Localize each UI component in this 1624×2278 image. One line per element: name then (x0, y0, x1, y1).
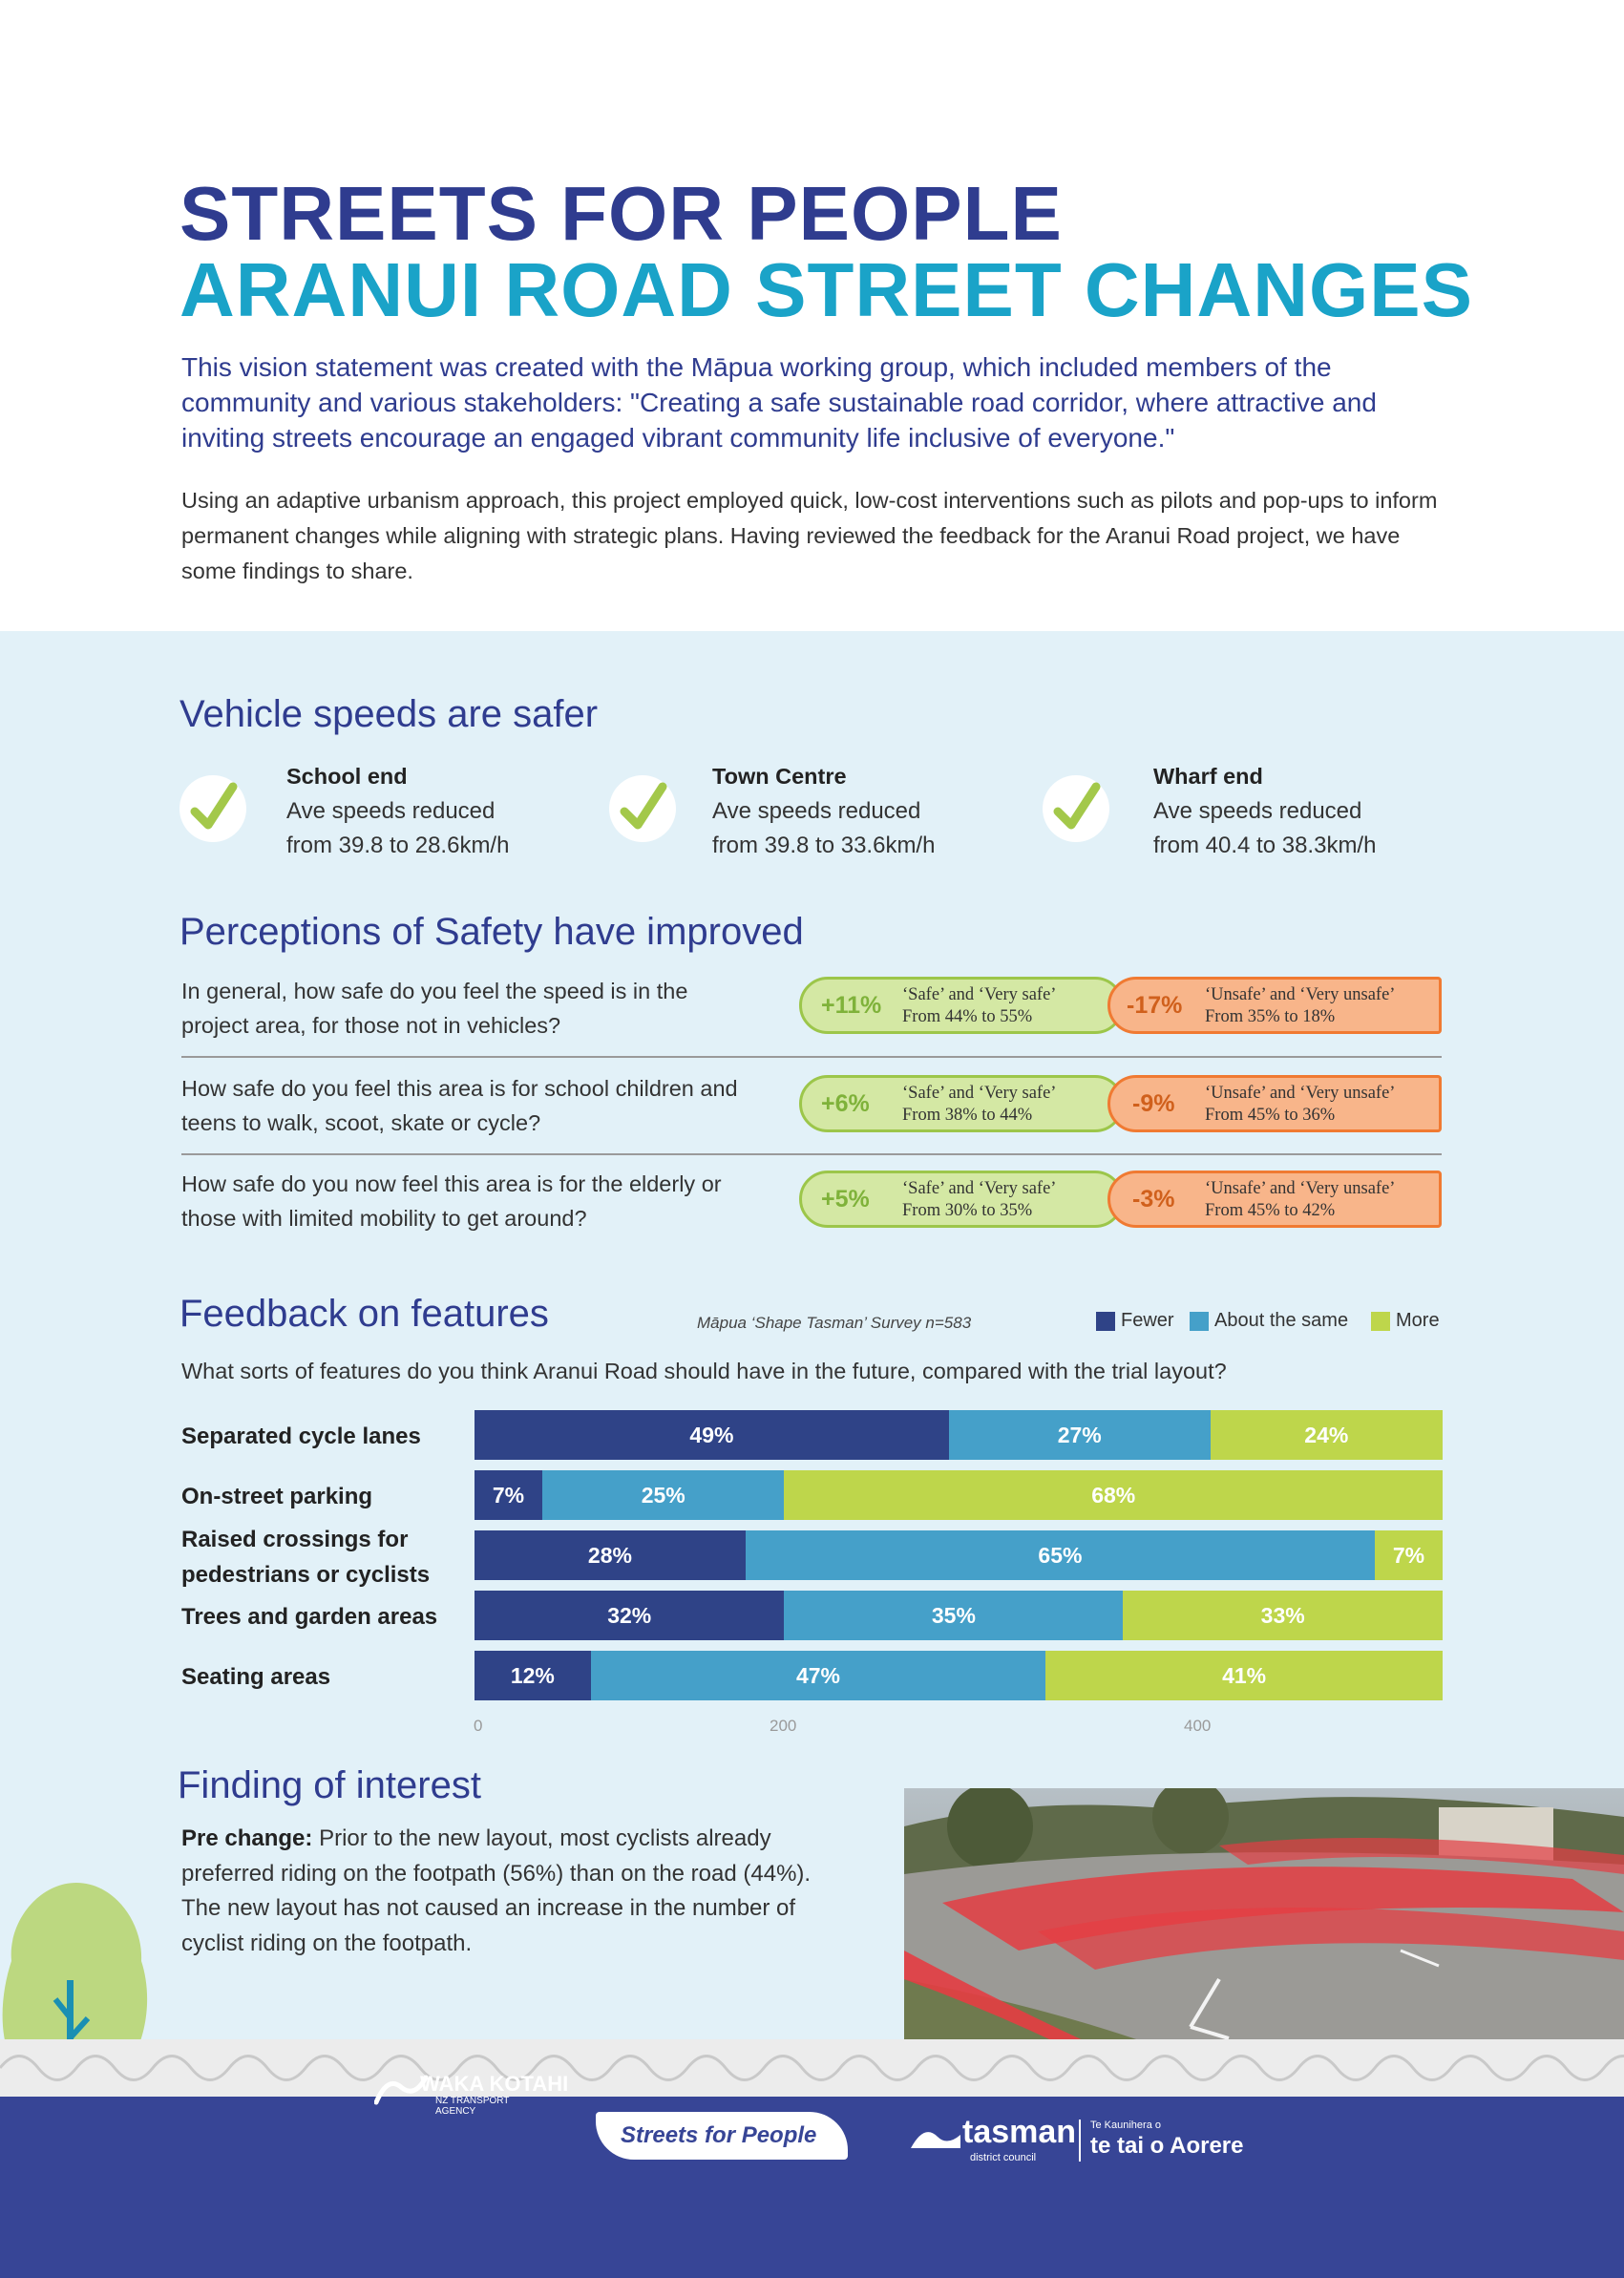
legend-swatch-more (1371, 1312, 1390, 1331)
bar-row (475, 1410, 1443, 1460)
bar-row (475, 1470, 1443, 1520)
speed-title: Wharf end (1153, 764, 1263, 789)
waka-kotahi-sub: AGENCY (435, 2106, 476, 2117)
heatmap-photo (904, 1788, 1624, 2071)
speed-line: from 40.4 to 38.3km/h (1153, 833, 1377, 858)
bar-value-label: 25% (641, 1483, 685, 1508)
x-tick-label: 400 (1184, 1717, 1212, 1735)
bar-category-label: Separated cycle lanes (181, 1424, 421, 1449)
unsafe-change-pct: -3% (1132, 1186, 1175, 1213)
perception-question: In general, how safe do you feel the speed is in the project area, for those not in vehicles? (181, 979, 688, 1038)
bar-value-label: 49% (689, 1423, 734, 1447)
bar-category-label: On-street parking (181, 1484, 373, 1509)
bar-row (475, 1591, 1443, 1640)
bar-row (475, 1530, 1443, 1580)
legend-label: More (1396, 1310, 1440, 1331)
legend-label: Fewer (1121, 1310, 1174, 1331)
bar-value-label: 27% (1057, 1423, 1102, 1447)
safe-label: ‘Safe’ and ‘Very safe’ (902, 1179, 1057, 1198)
perception-question: How safe do you now feel this area is for the elderly or those with limited mobility to get around? (181, 1171, 722, 1231)
vision-statement: This vision statement was created with the Māpua working group, which included members of the community and various stakeholders: "Creating a safe sustainable road corridor, where attractive and inviting streets encourage an engaged vibrant community life inclusive of everyone." (181, 352, 1377, 453)
bar-value-label: 7% (1392, 1543, 1425, 1568)
tasman-logo (909, 2112, 1253, 2169)
safe-change: From 30% to 35% (902, 1201, 1033, 1220)
streets-for-people-text: Streets for People (621, 2122, 817, 2148)
speeds-heading: Vehicle speeds are safer (179, 693, 599, 735)
perceptions-heading: Perceptions of Safety have improved (179, 911, 804, 953)
speed-line: Ave speeds reduced (1153, 798, 1362, 824)
checkmark-icon (609, 775, 676, 842)
features-question: What sorts of features do you think Aranui Road should have in the future, compared with the trial layout? (181, 1359, 1227, 1383)
unsafe-change-pct: -17% (1127, 992, 1183, 1019)
streets-for-people-logo (596, 2112, 848, 2160)
bar-value-label: 28% (587, 1543, 632, 1568)
tasman-te-reo-sub: Te Kaunihera o (1090, 2120, 1161, 2131)
x-tick-label: 0 (474, 1717, 483, 1735)
safe-label: ‘Safe’ and ‘Very safe’ (902, 1084, 1057, 1103)
speed-line: Ave speeds reduced (286, 798, 496, 824)
speed-line: from 39.8 to 33.6km/h (712, 833, 936, 858)
bar-category-label: Seating areas (181, 1664, 331, 1690)
divider (181, 1153, 1442, 1155)
waka-kotahi-logo (374, 2070, 575, 2127)
bar-value-label: 68% (1091, 1483, 1136, 1508)
safe-change-pct: +5% (821, 1186, 870, 1213)
divider (181, 1056, 1442, 1058)
speed-title: School end (286, 764, 408, 789)
bar-row (475, 1651, 1443, 1700)
legend-swatch-fewer (1096, 1312, 1115, 1331)
survey-note: Māpua ‘Shape Tasman’ Survey n=583 (697, 1314, 972, 1332)
bar-value-label: 41% (1222, 1663, 1267, 1688)
bar-value-label: 12% (510, 1663, 555, 1688)
finding-heading: Finding of interest (178, 1764, 481, 1806)
unsafe-change-pct: -9% (1132, 1090, 1175, 1117)
safe-change: From 38% to 44% (902, 1106, 1033, 1125)
unsafe-change: From 35% to 18% (1205, 1007, 1336, 1026)
waka-kotahi-text: WAKA KOTAHI (420, 2072, 569, 2096)
speed-title: Town Centre (712, 764, 847, 789)
finding-text (181, 1822, 812, 1961)
finding-body: Prior to the new layout, most cyclists already preferred riding on the footpath (56%) than on the road (44%). The new layout has not caused an increase in the number of cyclist riding on the footpath. (181, 1825, 812, 1956)
tasman-sub: district council (970, 2152, 1037, 2163)
tasman-text: tasman (962, 2114, 1077, 2150)
safe-change: From 44% to 55% (902, 1007, 1033, 1026)
legend-swatch-same (1190, 1312, 1209, 1331)
logo-divider (1079, 2120, 1081, 2162)
bar-value-label: 65% (1038, 1543, 1083, 1568)
bar-value-label: 7% (492, 1483, 525, 1508)
bar-value-label: 24% (1304, 1423, 1349, 1447)
bar-category-label: Trees and garden areas (181, 1604, 438, 1630)
safe-change-pct: +11% (821, 992, 882, 1019)
x-tick-label: 200 (770, 1717, 797, 1735)
speed-line: Ave speeds reduced (712, 798, 921, 824)
features-heading: Feedback on features (179, 1293, 549, 1335)
page-title-line-1: STREETS FOR PEOPLE (179, 171, 1063, 256)
tasman-icon (909, 2123, 962, 2152)
bar-value-label: 35% (931, 1603, 976, 1628)
legend-label: About the same (1214, 1310, 1349, 1331)
bar-category-label: Raised crossings for pedestrians or cyclists (181, 1527, 431, 1588)
intro-paragraph: Using an adaptive urbanism approach, this project employed quick, low-cost interventions such as pilots and pop-ups to inform permanent changes while aligning with strategic plans. Having reviewed the feedback for the Aranui Road project, we have some findings to share. (181, 488, 1438, 583)
speed-line: from 39.8 to 28.6km/h (286, 833, 510, 858)
unsafe-label: ‘Unsafe’ and ‘Very unsafe’ (1205, 1084, 1396, 1103)
page-title-line-2: ARANUI ROAD STREET CHANGES (179, 247, 1473, 332)
unsafe-change: From 45% to 42% (1205, 1201, 1336, 1220)
bar-value-label: 47% (795, 1663, 840, 1688)
stacked-bar-chart (475, 1410, 1443, 1697)
kowhaiwhai-pattern (0, 2039, 1624, 2097)
waka-kotahi-sub: NZ TRANSPORT (435, 2096, 510, 2106)
bar-value-label: 32% (607, 1603, 652, 1628)
checkmark-icon (1043, 775, 1109, 842)
checkmark-icon (179, 775, 246, 842)
safe-change-pct: +6% (821, 1090, 870, 1117)
unsafe-label: ‘Unsafe’ and ‘Very unsafe’ (1205, 985, 1396, 1004)
unsafe-label: ‘Unsafe’ and ‘Very unsafe’ (1205, 1179, 1396, 1198)
bar-value-label: 33% (1260, 1603, 1305, 1628)
tasman-te-reo: te tai o Aorere (1090, 2133, 1244, 2159)
finding-lead: Pre change: (181, 1825, 313, 1851)
safe-label: ‘Safe’ and ‘Very safe’ (902, 985, 1057, 1004)
perception-question: How safe do you feel this area is for school children and teens to walk, scoot, skate or cycle? (181, 1076, 738, 1135)
unsafe-change: From 45% to 36% (1205, 1106, 1336, 1125)
